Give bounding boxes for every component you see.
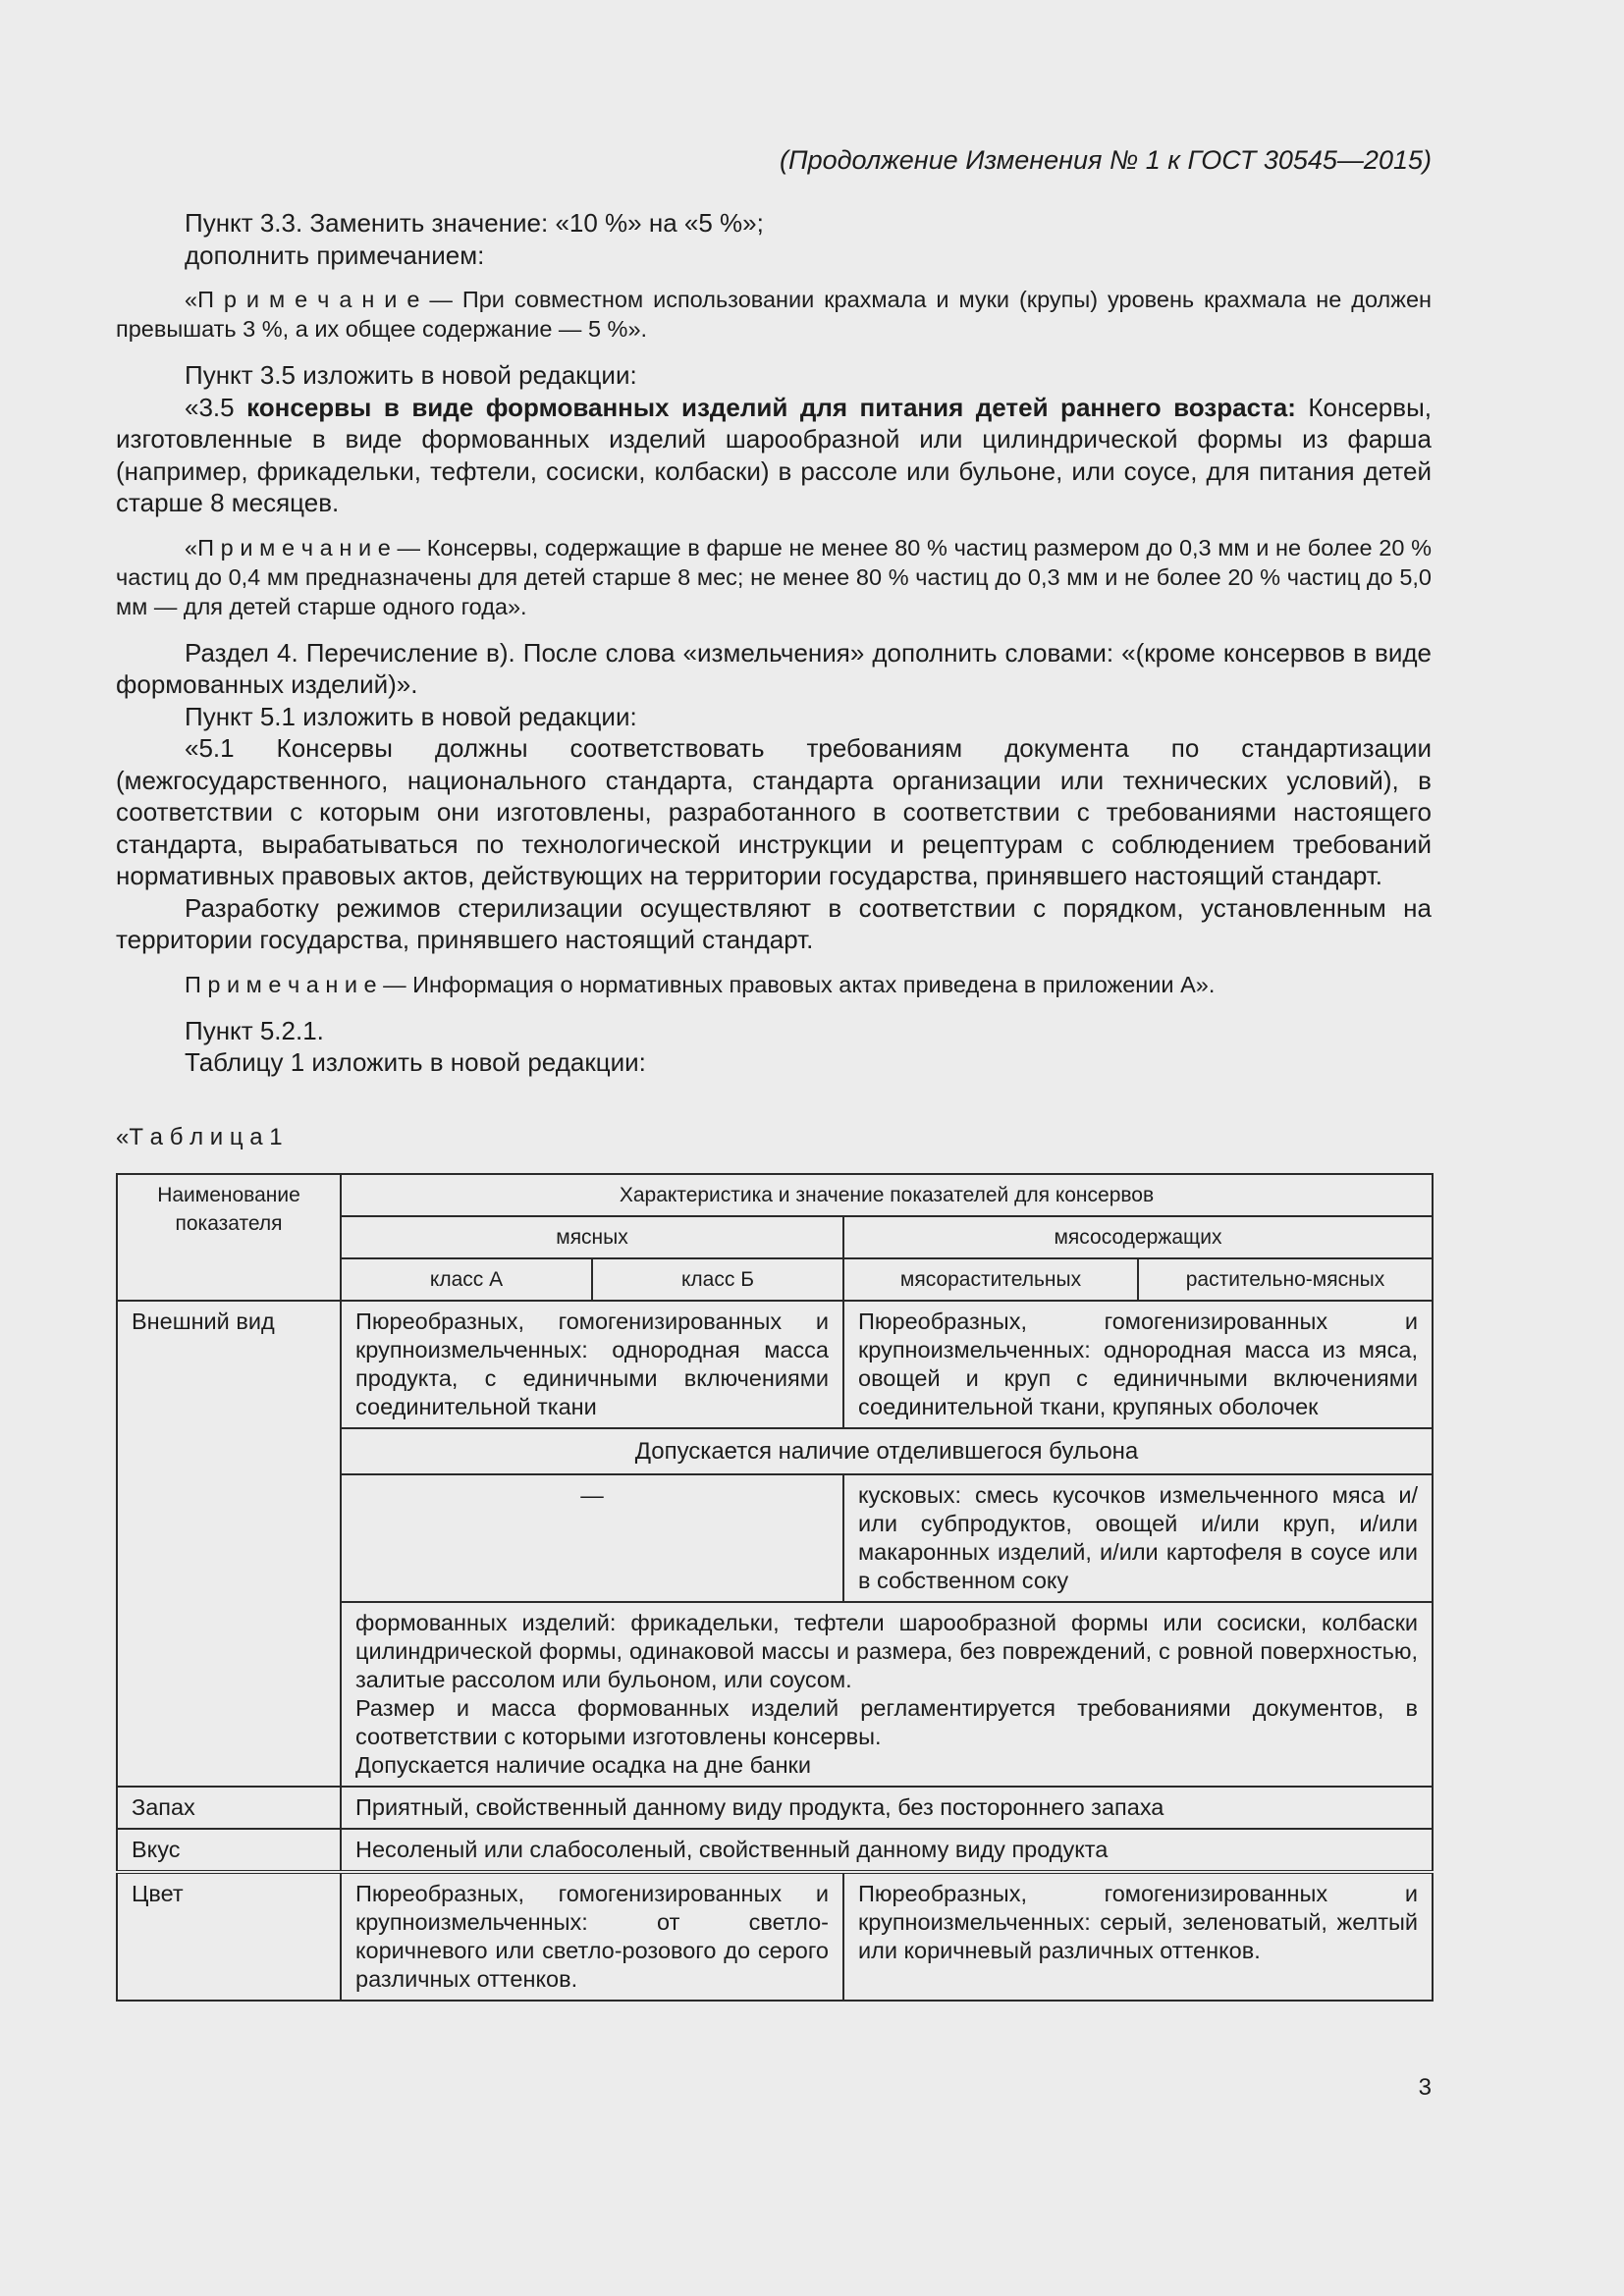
table-row bbox=[117, 1787, 1433, 1829]
note-text: — При совместном использовании крахмала и муки (крупы) уровень крахмала не должен превышать 3 %, а их общее содержание — 5 %». bbox=[116, 287, 1432, 342]
note-lead: «П р и м е ч а н и е bbox=[185, 287, 420, 312]
page-number: 3 bbox=[1418, 2074, 1432, 2101]
cell-smell: Приятный, свойственный данному виду продукта, без постороннего запаха bbox=[341, 1787, 1433, 1829]
note-lead: «П р и м е ч а н и е bbox=[185, 534, 391, 561]
term-bold: консервы в виде формованных изделий для питания детей раннего возраста: bbox=[246, 392, 1296, 422]
table-row bbox=[117, 1301, 1433, 1428]
cell-appearance-meat-containing: Пюреобразных, гомогенизированных и крупноизмельченных: однородная масса из мяса, овощей и круп с единичными включениями соединительной ткани, крупяных оболочек bbox=[843, 1301, 1433, 1428]
paragraph-5-2-1: Пункт 5.2.1. bbox=[185, 1015, 324, 1045]
paragraph-table-1: Таблицу 1 изложить в новой редакции: bbox=[185, 1047, 646, 1077]
table-row bbox=[117, 1872, 1433, 2001]
header-name: Наименование показателя bbox=[117, 1174, 341, 1301]
paragraph-3-3: Пункт 3.3. Заменить значение: «10 %» на «5 %»; bbox=[185, 208, 764, 238]
header-meat-containing: мясосодержащих bbox=[843, 1216, 1433, 1258]
cell-color-meat-containing: Пюреобразных, гомогенизированных и крупноизмельченных: серый, зеленоватый, желтый или коричневый различных оттенков. bbox=[843, 1872, 1433, 2001]
row-label-color: Цвет bbox=[117, 1872, 341, 2001]
note-starch bbox=[116, 285, 1432, 344]
paragraph-section-4: Раздел 4. Перечисление в). После слова «измельчения» дополнить словами: «(кроме консервов в виде формованных изделий)». bbox=[116, 637, 1432, 699]
paragraph-3-5: Пункт 3.5 изложить в новой редакции: bbox=[185, 360, 637, 390]
note-text: — Консервы, содержащие в фарше не менее 80 % частиц размером до 0,3 мм и не более 20 % частиц до 0,4 мм предназначены для детей старше 8 мес; не менее 80 % частиц до 0,3 мм и не более 20 % частиц до 5,0 мм — для детей старше одного года». bbox=[116, 534, 1432, 619]
row-label-appearance: Внешний вид bbox=[117, 1301, 341, 1787]
header-characteristics: Характеристика и значение показателей для консервов bbox=[341, 1174, 1433, 1216]
header-class-a: класс А bbox=[341, 1258, 592, 1301]
header-meat-vegetable: мясорастительных bbox=[843, 1258, 1138, 1301]
header-class-b: класс Б bbox=[592, 1258, 843, 1301]
cell-appearance-formed: формованных изделий: фрикадельки, тефтели шарообразной формы или сосиски, колбаски цилиндрической формы, одинаковой массы и размера, без повреждений, с ровной поверхностью, залитые рассолом или бульоном, или соусом. Размер и масса формованных изделий регламентируется требованиями документов, в соответствии с которыми изготовлены консервы. Допускается наличие осадка на дне банки bbox=[341, 1602, 1433, 1787]
note-lead: П р и м е ч а н и е bbox=[185, 971, 377, 997]
running-header: (Продолжение Изменения № 1 к ГОСТ 30545—2015) bbox=[780, 145, 1432, 175]
cell-appearance-broth: Допускается наличие отделившегося бульона bbox=[341, 1428, 1433, 1474]
cell-appearance-meat: Пюреобразных, гомогенизированных и крупноизмельченных: однородная масса продукта, с единичными включениями соединительной ткани bbox=[341, 1301, 843, 1428]
cell-color-meat: Пюреобразных, гомогенизированных и крупноизмельченных: от светло-коричневого или светло-розового до серого различных оттенков. bbox=[341, 1872, 843, 2001]
paragraph-supplement: дополнить примечанием: bbox=[185, 240, 485, 270]
row-label-smell: Запах bbox=[117, 1787, 341, 1829]
definition-3-5: «3.5 консервы в виде формованных изделий для питания детей раннего возраста: Консервы, изготовленные в виде формованных изделий шарообразной или цилиндрической формы из фарша (например, фрикадельки, тефтели, сосиски, колбаски) в рассоле или бульоне, или соусе, для питания детей старше 8 месяцев. bbox=[116, 392, 1432, 517]
table-1 bbox=[116, 1173, 1434, 2002]
table-row bbox=[117, 1829, 1433, 1872]
note-legal-acts bbox=[116, 970, 1432, 999]
row-label-taste: Вкус bbox=[117, 1829, 341, 1872]
header-meat: мясных bbox=[341, 1216, 843, 1258]
note-text: — Информация о нормативных правовых актах приведена в приложении А». bbox=[376, 971, 1216, 997]
cell-taste: Несоленый или слабосоленый, свойственный данному виду продукта bbox=[341, 1829, 1433, 1872]
header-vegetable-meat: растительно-мясных bbox=[1138, 1258, 1433, 1301]
table-title: «Т а б л и ц а 1 bbox=[116, 1124, 283, 1150]
cell-appearance-pieces: кусковых: смесь кусочков измельченного мяса и/или субпродуктов, овощей и/или круп, и/или макаронных изделий, и/или картофеля в соусе или в собственном соку bbox=[843, 1474, 1433, 1602]
cell-appearance-dash: — bbox=[341, 1474, 843, 1602]
clause-5-1: «5.1 Консервы должны соответствовать требованиям документа по стандартизации (межгосударственного, национального стандарта, стандарта организации или технических условий), в соответствии с которым они изготовлены, разработанного в соответствии с требованиями настоящего стандарта, вырабатываться по технологической инструкции и рецептурам с соблюдением требований нормативных правовых актов, действующих на территории государства, принявшего настоящий стандарт. bbox=[116, 733, 1432, 890]
note-particles bbox=[116, 533, 1432, 621]
paragraph-sterilization: Разработку режимов стерилизации осуществляют в соответствии с порядком, установленным на территории государства, принявшего настоящий стандарт. bbox=[116, 892, 1432, 954]
body-text bbox=[116, 207, 1432, 1079]
paragraph-5-1: Пункт 5.1 изложить в новой редакции: bbox=[185, 701, 637, 731]
